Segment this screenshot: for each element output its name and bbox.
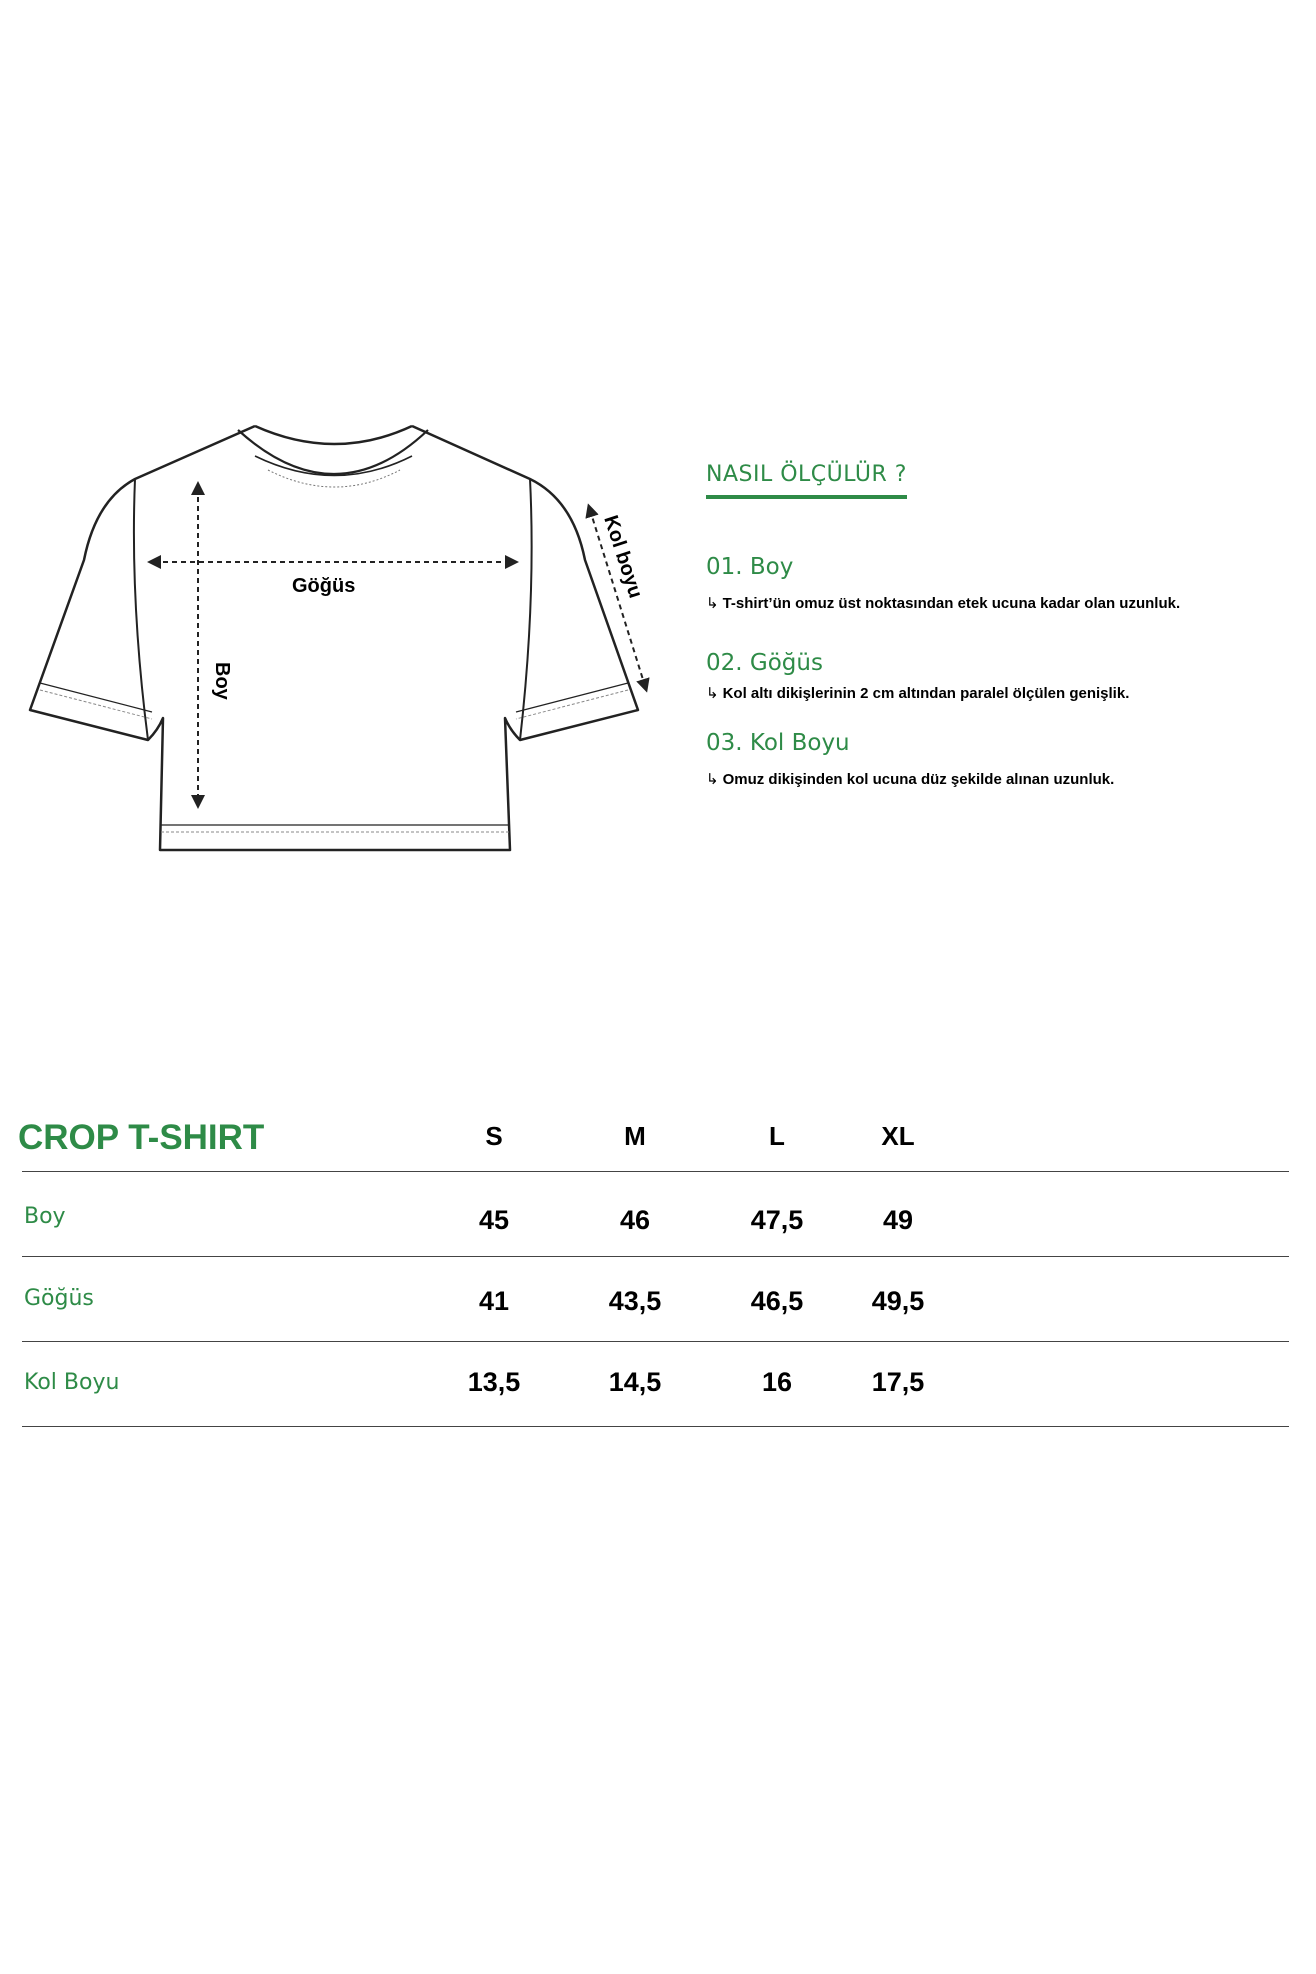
length-label: Boy [211, 662, 233, 700]
step-gogus [706, 650, 1129, 702]
table-cell: 49 [882, 1205, 914, 1235]
table-divider [22, 1341, 1289, 1342]
row-label: Göğüs [24, 1286, 94, 1311]
tshirt-outline [30, 426, 638, 850]
how-to-measure-title: NASIL ÖLÇÜLÜR ? [706, 462, 907, 499]
how-to-measure-section [706, 462, 1266, 788]
table-cell: 47,5 [750, 1205, 804, 1235]
table-cell: 41 [478, 1286, 510, 1316]
step-description: ↳ Omuz dikişinden kol ucuna düz şekilde alınan uzunluk. [706, 771, 1115, 788]
table-cell: 46,5 [750, 1286, 804, 1316]
step-title: 01. Boy [706, 554, 794, 580]
row-label: Boy [24, 1204, 66, 1229]
return-arrow-icon: ↳ [706, 685, 719, 702]
table-cell: 49,5 [871, 1286, 925, 1316]
sleeve-label: Kol boyu [599, 512, 647, 601]
size-header-xl: XL [881, 1121, 915, 1151]
return-arrow-icon: ↳ [706, 771, 719, 788]
table-cell: 16 [761, 1367, 793, 1397]
table-cell: 17,5 [871, 1367, 925, 1397]
step-description: ↳ Kol altı dikişlerinin 2 cm altından paralel ölçülen genişlik. [706, 685, 1130, 702]
table-cell: 46 [619, 1205, 651, 1235]
step-description: ↳ T-shirt’ün omuz üst noktasından etek ucuna kadar olan uzunluk. [706, 595, 1181, 612]
table-cell: 43,5 [608, 1286, 662, 1316]
tshirt-diagram [0, 400, 690, 890]
step-boy [706, 554, 1180, 612]
step-title: 03. Kol Boyu [706, 730, 850, 756]
table-divider [22, 1426, 1289, 1427]
table-divider [22, 1171, 1289, 1172]
row-label: Kol Boyu [24, 1370, 120, 1395]
table-cell: 14,5 [608, 1367, 662, 1397]
chest-label: Göğüs [292, 575, 356, 597]
size-header-l: L [769, 1121, 785, 1151]
table-cell: 13,5 [467, 1367, 521, 1397]
table-title: CROP T-SHIRT [18, 1118, 265, 1157]
size-header-s: S [485, 1121, 503, 1151]
tshirt-drawing [0, 400, 690, 890]
size-header-m: M [624, 1121, 646, 1151]
step-kol-boyu [706, 730, 1114, 788]
table-cell: 45 [478, 1205, 510, 1235]
collar-inner [238, 430, 428, 474]
collar-outer [255, 426, 412, 444]
return-arrow-icon: ↳ [706, 595, 719, 612]
step-title: 02. Göğüs [706, 650, 823, 676]
table-divider [22, 1256, 1289, 1257]
